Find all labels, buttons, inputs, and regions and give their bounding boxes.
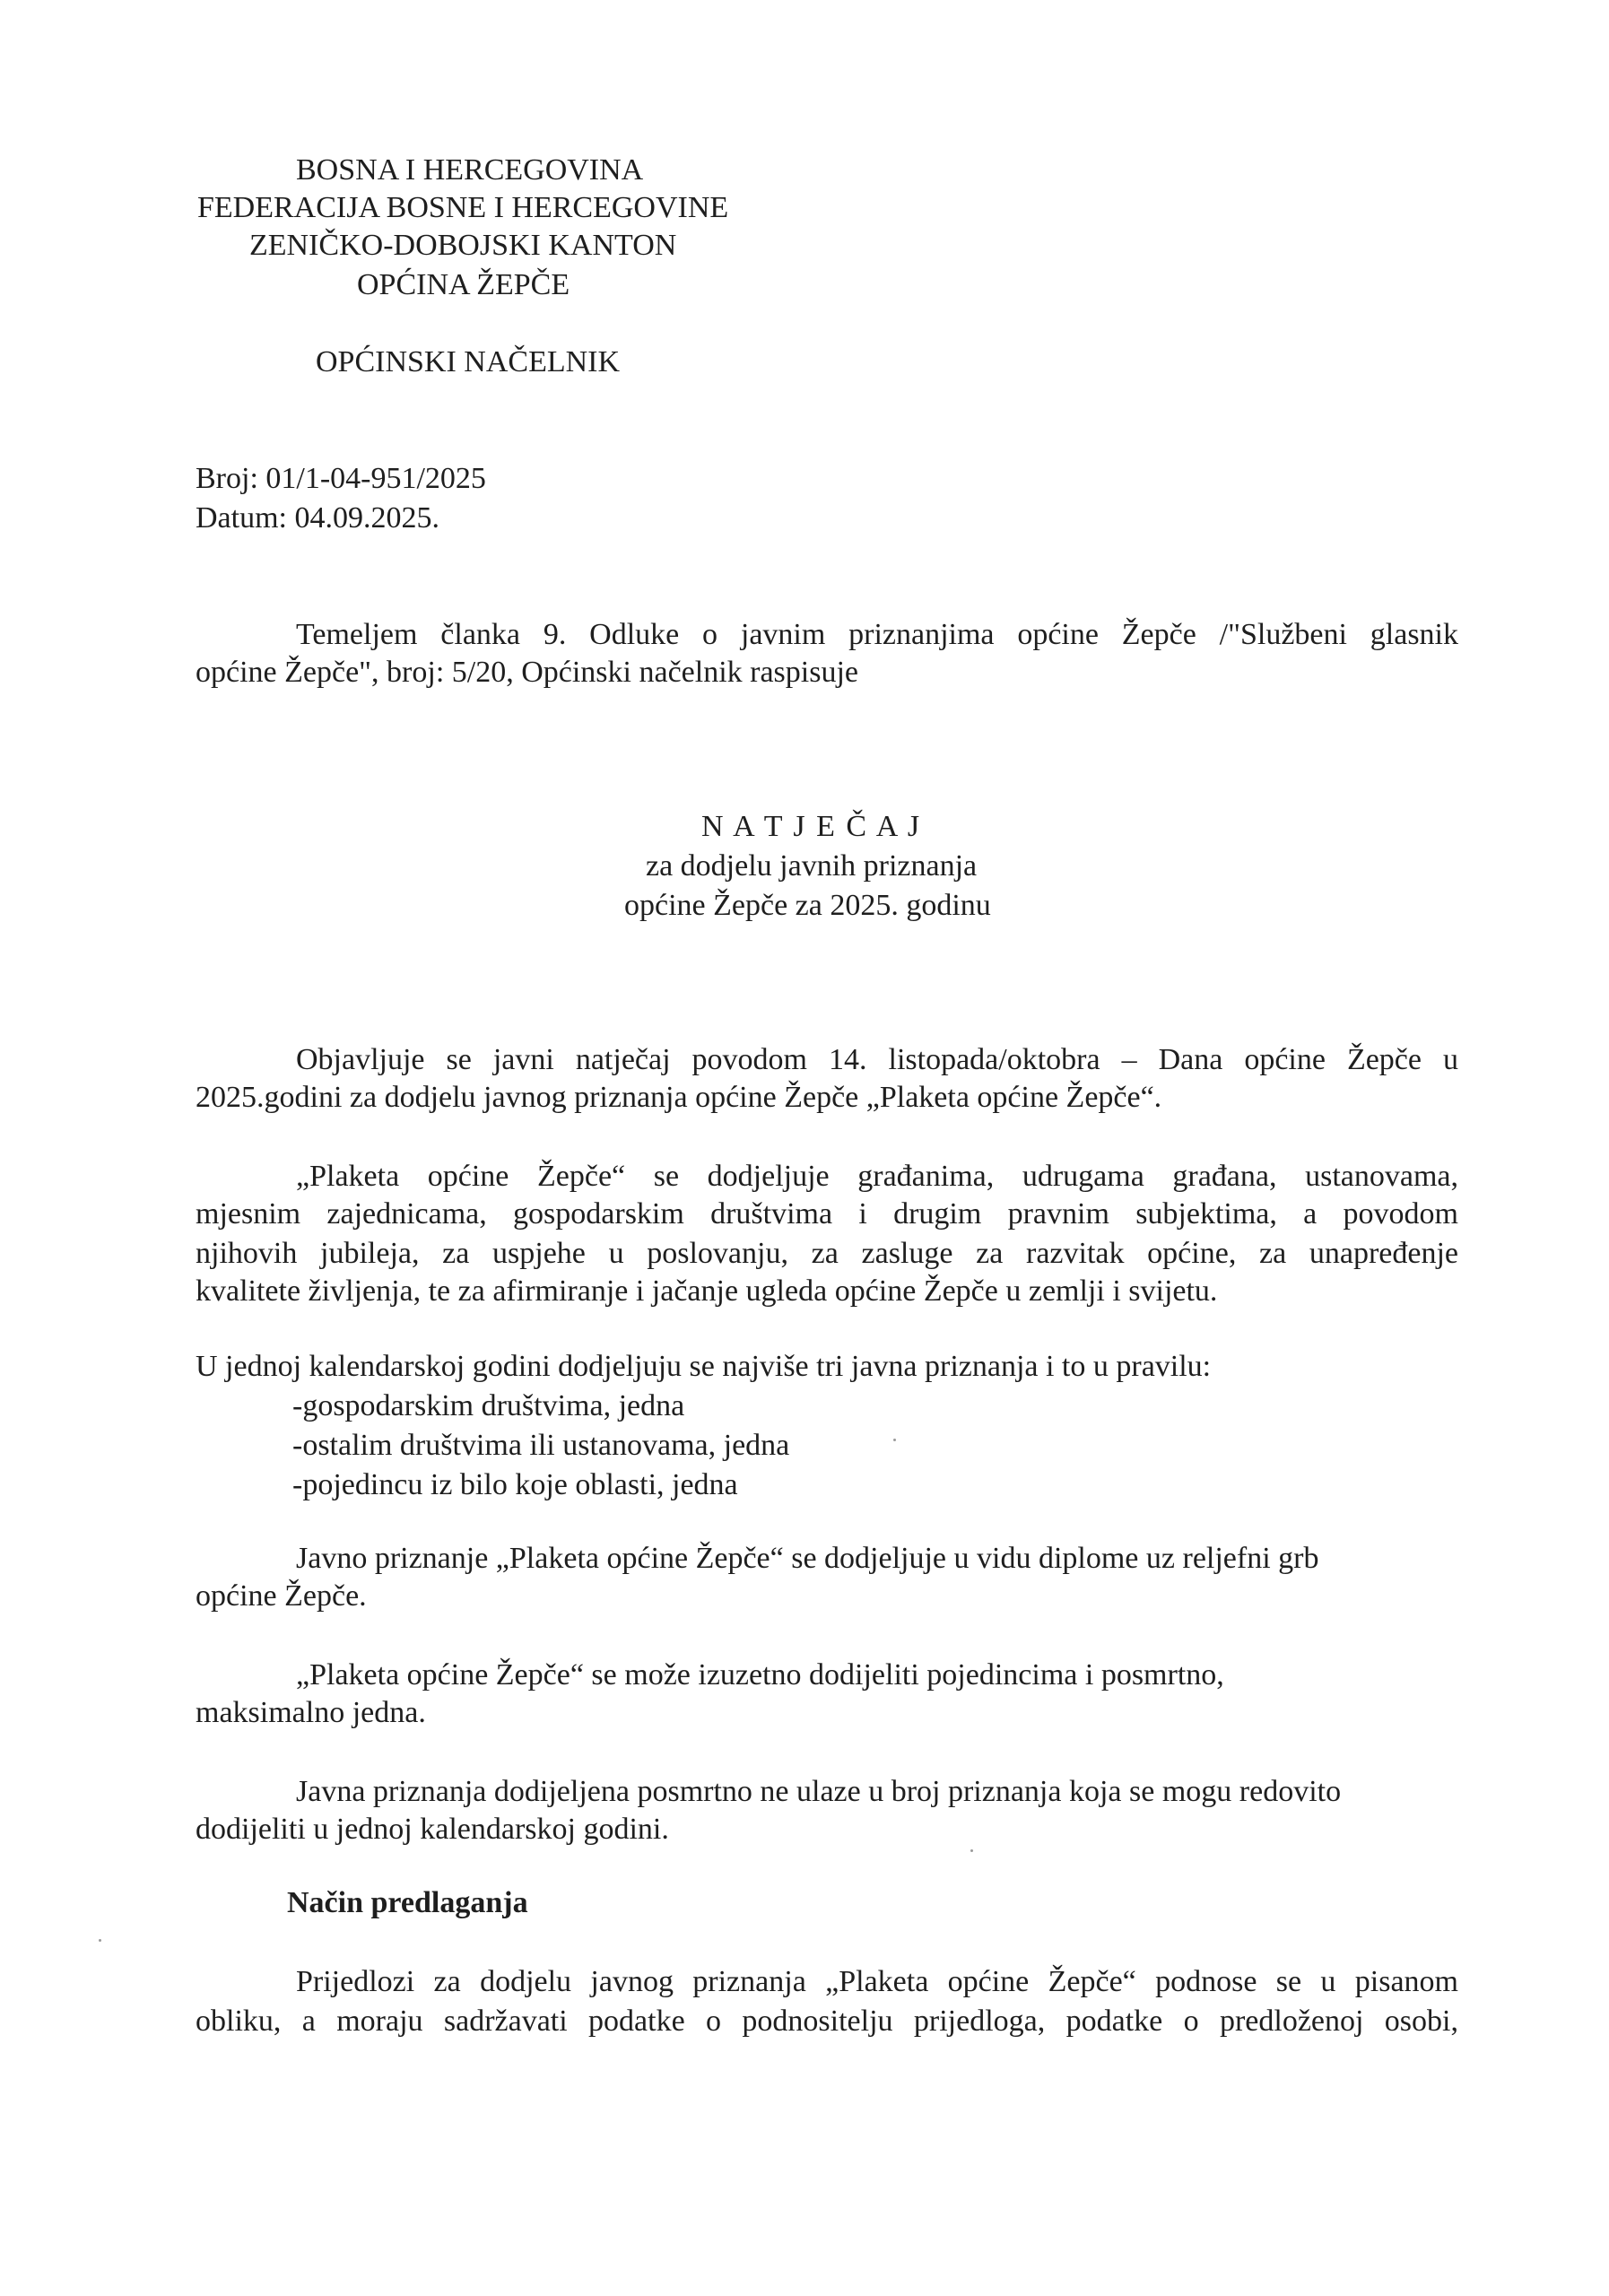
p2-line-3: njihovih jubileja, za uspjehe u poslovanju, za zasluge za razvitak općine, za unapređenje	[196, 1237, 1458, 1270]
p7-line-1: Prijedlozi za dodjelu javnog priznanja „Plaketa općine Žepče“ podnose se u pisanom	[296, 1965, 1458, 1998]
header-canton: ZENIČKO-DOBOJSKI KANTON	[249, 229, 677, 262]
title-main: N A T J E Č A J	[701, 810, 922, 843]
header-office: OPĆINSKI NAČELNIK	[316, 345, 621, 378]
reference-date: Datum: 04.09.2025.	[196, 501, 439, 535]
p5-line-1: „Plaketa općine Žepče“ se može izuzetno dodijeliti pojedincima i posmrtno,	[296, 1658, 1224, 1692]
scan-speck	[893, 1439, 896, 1441]
reference-number: Broj: 01/1-04-951/2025	[196, 462, 486, 495]
scan-speck	[970, 1849, 973, 1852]
p4-line-1: Javno priznanje „Plaketa općine Žepče“ se dodjeljuje u vidu diplome uz reljefni grb	[296, 1542, 1319, 1575]
intro-line-1: Temeljem članka 9. Odluke o javnim priznanjima općine Žepče /"Službeni glasnik	[296, 618, 1458, 651]
p5-line-2: maksimalno jedna.	[196, 1696, 426, 1729]
p7-line-2: obliku, a moraju sadržavati podatke o podnositelju prijedloga, podatke o predloženoj osobi,	[196, 2005, 1458, 2038]
scan-speck	[99, 1939, 101, 1942]
p4-line-2: općine Žepče.	[196, 1579, 367, 1613]
header-municipality: OPĆINA ŽEPČE	[357, 268, 570, 301]
list-item: -ostalim društvima ili ustanovama, jedna	[292, 1429, 790, 1462]
intro-line-2: općine Žepče", broj: 5/20, Općinski načelnik raspisuje	[196, 656, 859, 689]
p3-lead: U jednoj kalendarskoj godini dodjeljuju se najviše tri javna priznanja i to u pravilu:	[196, 1350, 1212, 1383]
p2-line-1: „Plaketa općine Žepče“ se dodjeljuje građanima, udrugama građana, ustanovama,	[296, 1160, 1458, 1193]
p6-line-2: dodijeliti u jednoj kalendarskoj godini.	[196, 1813, 669, 1846]
p1-line-2: 2025.godini za dodjelu javnog priznanja općine Žepče „Plaketa općine Žepče“.	[196, 1081, 1162, 1114]
list-item: -gospodarskim društvima, jedna	[292, 1389, 685, 1422]
p2-line-2: mjesnim zajednicama, gospodarskim društvima i drugim pravnim subjektima, a povodom	[196, 1197, 1458, 1231]
header-federation: FEDERACIJA BOSNE I HERCEGOVINE	[197, 191, 729, 224]
p1-line-1: Objavljuje se javni natječaj povodom 14. listopada/oktobra – Dana općine Žepče u	[296, 1043, 1458, 1076]
p6-line-1: Javna priznanja dodijeljena posmrtno ne ulaze u broj priznanja koja se mogu redovito	[296, 1775, 1342, 1808]
header-country: BOSNA I HERCEGOVINA	[296, 153, 644, 187]
p2-line-4: kvalitete življenja, te za afirmiranje i jačanje ugleda općine Žepče u zemlji i svijetu.	[196, 1274, 1218, 1308]
section-heading: Način predlaganja	[287, 1886, 528, 1919]
title-sub-2: općine Žepče za 2025. godinu	[624, 889, 991, 922]
title-sub-1: za dodjelu javnih priznanja	[646, 849, 978, 883]
list-item: -pojedincu iz bilo koje oblasti, jedna	[292, 1468, 738, 1501]
